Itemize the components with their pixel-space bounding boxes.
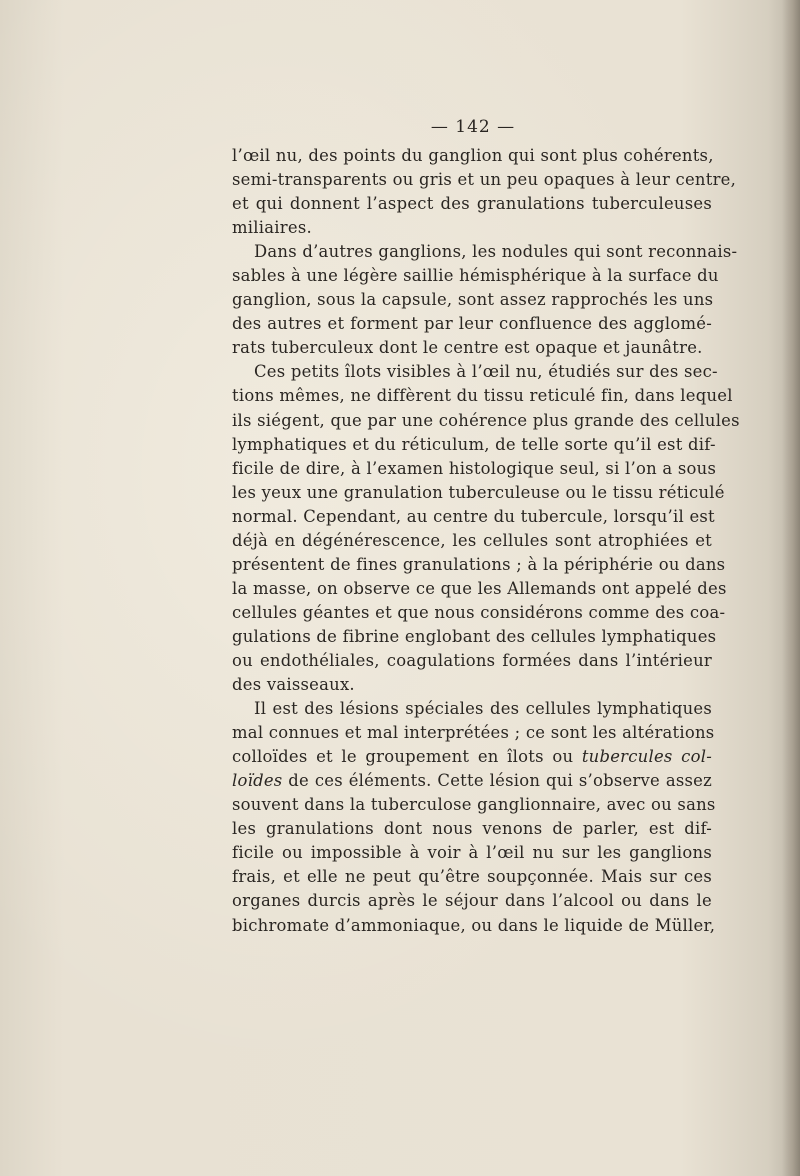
text-line (232, 481, 725, 505)
text-segment: et qui donnent l’aspect des granulations tuberculeuses (232, 194, 712, 214)
text-segment: ganglion, sous la capsule, sont assez rapprochés les uns (232, 290, 714, 310)
italic-text: loïdes (232, 771, 283, 791)
text-line (232, 841, 712, 865)
text-line (232, 601, 726, 625)
text-segment: l’œil nu, des points du ganglion qui sont plus cohérents, (232, 146, 714, 165)
text-segment: frais, et elle ne peut qu’être soupçonnée. Mais sur ces (232, 867, 712, 887)
text-line (232, 240, 738, 264)
text-segment: des vaisseaux. (232, 675, 355, 695)
text-segment: de ces éléments. Cette lésion qui s’observe assez (282, 771, 712, 791)
text-segment: sables à une légère saillie hémisphérique à la surface du (232, 266, 719, 286)
text-segment: bichromate d’ammoniaque, ou dans le liquide de Müller, (232, 915, 716, 935)
page-edge-shadow (782, 0, 800, 1176)
text-line (232, 697, 712, 721)
text-line (232, 433, 716, 457)
text-segment: les yeux une granulation tuberculeuse ou le tissu réticulé (232, 482, 725, 502)
text-line (232, 192, 712, 216)
text-line (232, 288, 712, 312)
text-segment: tions mêmes, ne diffèrent du tissu reticulé fin, dans lequel (232, 386, 733, 406)
text-segment: cellules géantes et que nous considérons comme des coa- (232, 602, 726, 622)
text-segment: lymphatiques et du réticulum, de telle sorte qu’il est dif- (232, 434, 716, 454)
text-segment: normal. Cependant, au centre du tubercule, lorsqu’il est (232, 506, 715, 526)
text-segment: Ces petits îlots visibles à l’œil nu, étudiés sur des sec- (254, 362, 718, 382)
text-line (232, 529, 712, 553)
text-segment: semi-transparents ou gris et un peu opaques à leur centre, (232, 170, 737, 190)
text-line (232, 577, 727, 601)
text-segment: des autres et forment par leur confluence des agglomé- (232, 314, 712, 334)
text-line (232, 505, 715, 529)
text-line (232, 865, 712, 889)
text-segment: rats tuberculeux dont le centre est opaque et jaunâtre. (232, 338, 703, 358)
text-line (232, 409, 740, 433)
text-line (232, 817, 712, 841)
text-line (232, 745, 712, 769)
text-segment: souvent dans la tuberculose ganglionnaire, avec ou sans (232, 795, 716, 815)
text-segment: Il est des lésions spéciales des cellules lymphatiques (254, 699, 712, 719)
text-line (232, 769, 712, 793)
text-segment: la masse, on observe ce que les Allemands ont appelé des (232, 578, 727, 598)
text-segment: déjà en dégénérescence, les cellules sont atrophiées et (232, 530, 712, 550)
text-segment: Dans d’autres ganglions, les nodules qui sont reconnais- (254, 242, 738, 262)
body-text (232, 144, 740, 938)
text-line (232, 168, 737, 192)
text-line (232, 312, 712, 336)
text-line (232, 721, 715, 745)
text-segment: présentent de fines granulations ; à la périphérie ou dans (232, 554, 726, 574)
text-line (232, 673, 712, 697)
text-segment: ils siégent, que par une cohérence plus grande des cellules (232, 410, 740, 430)
text-line (232, 336, 712, 360)
text-line (232, 793, 716, 817)
text-line (232, 914, 716, 938)
text-line (232, 384, 733, 408)
italic-text: tubercules col- (581, 747, 712, 767)
text-line (232, 649, 712, 673)
text-segment: miliaires. (232, 218, 312, 238)
text-line (232, 144, 712, 168)
text-line (232, 457, 717, 481)
text-line (232, 264, 719, 288)
text-segment: les granulations dont nous venons de parler, est dif- (232, 819, 712, 839)
text-segment: gulations de fibrine englobant des cellules lymphatiques (232, 626, 717, 646)
text-line (232, 216, 712, 240)
text-segment: ou endothéliales, coagulations formées dans l’intérieur (232, 650, 712, 670)
text-segment: mal connues et mal interprétées ; ce sont les altérations (232, 723, 715, 743)
page-number: — 142 — (430, 117, 516, 137)
text-line (232, 625, 717, 649)
text-segment: ficile de dire, à l’examen histologique seul, si l’on a sous (232, 458, 717, 478)
text-segment: colloïdes et le groupement en îlots ou (232, 747, 582, 767)
text-segment: organes durcis après le séjour dans l’alcool ou dans le (232, 891, 712, 911)
text-line (232, 553, 726, 577)
text-line (232, 889, 712, 913)
text-line (232, 360, 718, 384)
text-segment: ficile ou impossible à voir à l’œil nu sur les ganglions (232, 843, 712, 863)
